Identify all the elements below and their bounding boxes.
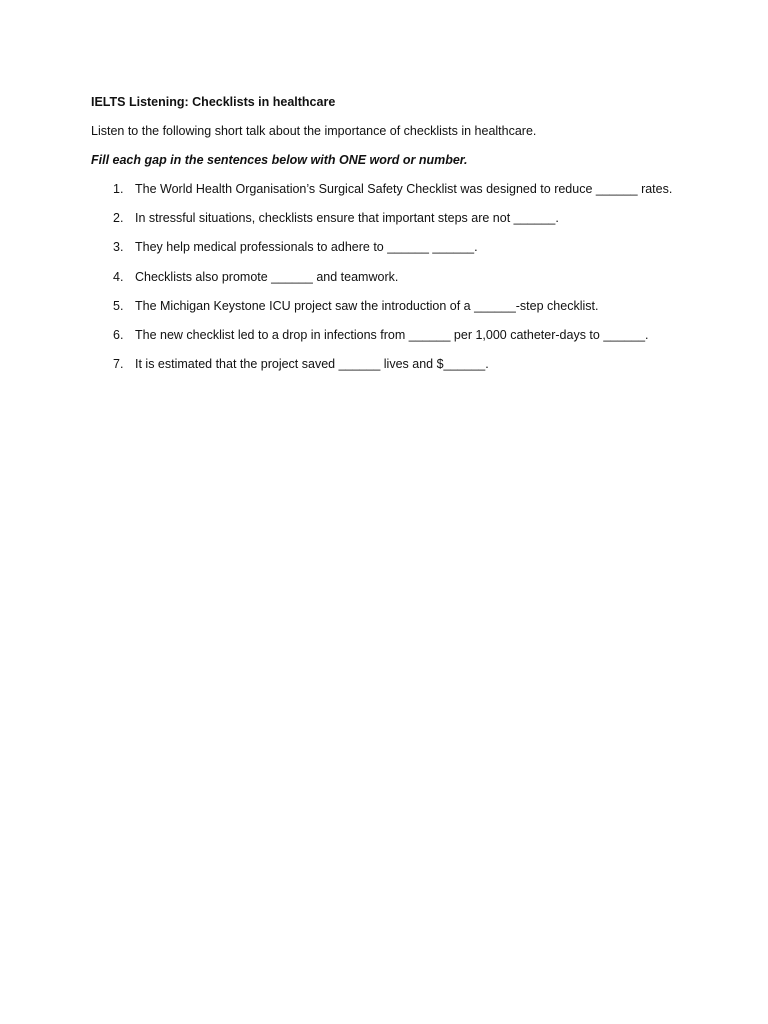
instruction-text: Fill each gap in the sentences below with ONE word or number. (91, 153, 468, 167)
question-number: 4. (113, 269, 124, 284)
question-text: The new checklist led to a drop in infections from ______ per 1,000 catheter-days to ______. (135, 327, 649, 342)
question-item (91, 355, 711, 373)
document-title: IELTS Listening: Checklists in healthcare (91, 95, 336, 109)
question-number: 6. (113, 327, 124, 342)
question-text: Checklists also promote ______ and teamwork. (135, 269, 399, 284)
question-number: 1. (113, 182, 124, 196)
question-text: The World Health Organisation’s Surgical Safety Checklist was designed to reduce ______ rates. (135, 182, 673, 196)
question-item (91, 297, 711, 315)
question-number: 3. (113, 240, 124, 255)
document-content (91, 93, 711, 384)
question-text: The Michigan Keystone ICU project saw the introduction of a ______-step checklist. (135, 298, 599, 313)
question-number: 5. (113, 298, 124, 313)
question-number: 2. (113, 211, 124, 226)
question-item (91, 238, 711, 256)
question-number: 7. (113, 357, 124, 372)
question-item (91, 180, 711, 198)
question-text: It is estimated that the project saved ______ lives and $______. (135, 357, 489, 372)
question-text: In stressful situations, checklists ensure that important steps are not ______. (135, 211, 559, 226)
question-list (91, 180, 711, 373)
question-item (91, 268, 711, 286)
question-item (91, 326, 711, 344)
question-text: They help medical professionals to adhere to ______ ______. (135, 240, 478, 255)
intro-paragraph: Listen to the following short talk about the importance of checklists in healthcare. (91, 124, 537, 138)
question-item (91, 209, 711, 227)
